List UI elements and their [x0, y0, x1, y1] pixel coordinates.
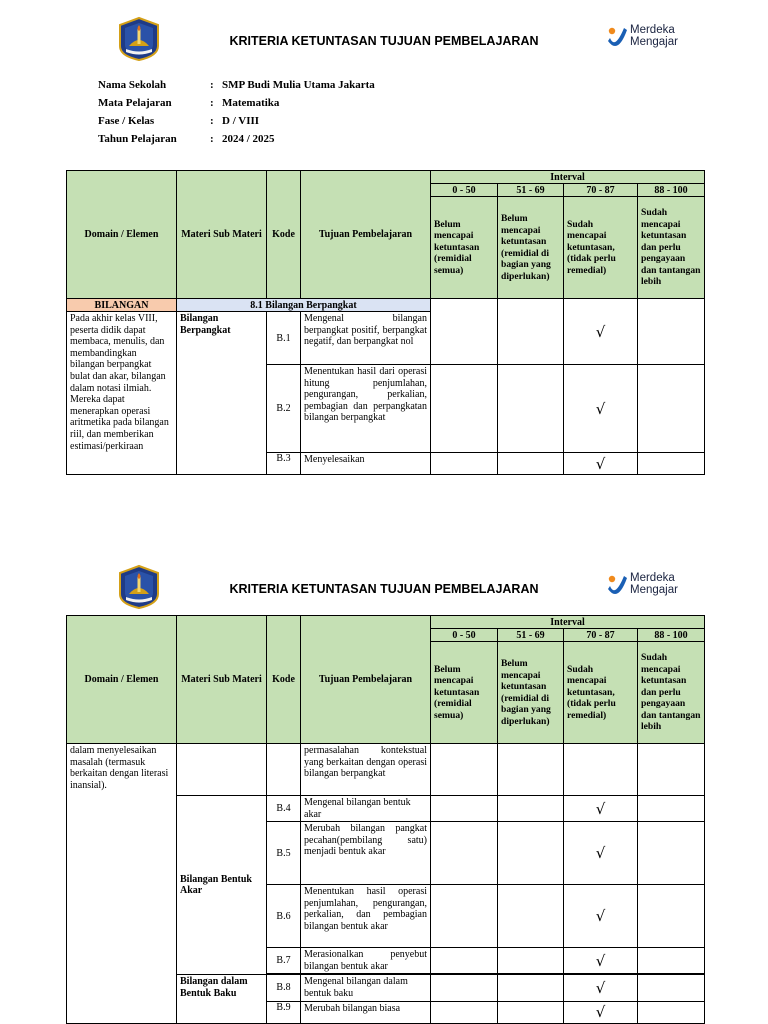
interval-cell: [638, 822, 705, 885]
identity-block: [98, 76, 375, 148]
header-description: Belum mencapai ketuntasan (remidial di bagian yang diperlukan): [498, 197, 564, 299]
interval-cell: [498, 822, 564, 885]
merdeka-mengajar-logo-icon: [606, 24, 628, 54]
page-2: [0, 548, 768, 1024]
identity-colon: :: [210, 97, 214, 109]
check-mark: √: [564, 453, 638, 475]
tujuan-cell: Merasionalkan penyebut bilangan bentuk akar: [301, 948, 431, 974]
kode-cell: B.2: [267, 365, 301, 453]
identity-label: Fase / Kelas: [98, 115, 155, 127]
materi-cell: [177, 744, 267, 796]
interval-cell: [431, 744, 498, 796]
header-tujuan: Tujuan Pembelajaran: [301, 171, 431, 299]
tujuan-cell: permasalahan kontekstual yang berkaitan dengan operasi bilangan berpangkat: [301, 744, 431, 796]
interval-cell: [431, 975, 498, 1001]
identity-value: Matematika: [222, 97, 280, 109]
domain-description: Pada akhir kelas VIII, peserta didik dapat membaca, menulis, dan membandingkan bilangan berpangkat bulat dan akar, bilangan dalam notasi ilmiah. Mereka dapat menerapkan operasi aritmetika pada bilangan riil, dan memberikan estimasi/perkiraan: [67, 312, 177, 475]
materi-cell: Bilangan dalam Bentuk Baku: [177, 975, 267, 1023]
materi-cell: Bilangan Berpangkat: [177, 312, 267, 475]
interval-cell: [498, 948, 564, 974]
tujuan-cell: Merubah bilangan pangkat pecahan(pembilang satu) menjadi bentuk akar: [301, 822, 431, 885]
kode-cell: B.6: [267, 885, 301, 948]
identity-value: D / VIII: [222, 115, 260, 127]
interval-cell: [498, 1001, 564, 1023]
interval-cell: [498, 299, 564, 365]
interval-cell: [638, 365, 705, 453]
header-range: 51 - 69: [498, 184, 564, 197]
interval-cell: [431, 885, 498, 948]
kode-cell: B.4: [267, 796, 301, 822]
interval-cell: [638, 1001, 705, 1023]
criteria-table-page-1: [66, 170, 705, 475]
interval-cell: [638, 948, 705, 974]
logo-text-line1: Merdeka: [630, 24, 675, 36]
logo-text-line2: Mengajar: [630, 36, 678, 48]
identity-colon: :: [210, 115, 214, 127]
kode-cell: B.1: [267, 312, 301, 365]
check-mark: √: [564, 948, 638, 974]
interval-cell: [498, 453, 564, 475]
interval-cell: [638, 796, 705, 822]
identity-row: [98, 130, 375, 148]
header-range: 0 - 50: [431, 184, 498, 197]
header-interval: Interval: [431, 171, 705, 184]
interval-cell: [431, 948, 498, 974]
logo-text: [630, 572, 678, 596]
header-domain: Domain / Elemen: [67, 171, 177, 299]
interval-cell: [431, 1001, 498, 1023]
header-description: Sudah mencapai ketuntasan, (tidak perlu remedial): [564, 642, 638, 744]
kode-cell: B.5: [267, 822, 301, 885]
interval-cell: [638, 744, 705, 796]
tujuan-cell: Menentukan hasil dari operasi hitung penjumlahan, pengurangan, perkalian, pembagian dan perpangkatan bilangan berpangkat: [301, 365, 431, 453]
interval-cell: [638, 975, 705, 1001]
logo-text-line2: Mengajar: [630, 584, 678, 596]
header-range: 70 - 87: [564, 629, 638, 642]
merdeka-mengajar-logo: [606, 24, 696, 56]
header-materi: Materi Sub Materi: [177, 171, 267, 299]
identity-row: [98, 94, 375, 112]
check-mark: √: [564, 796, 638, 822]
page-header: [0, 548, 768, 608]
check-mark: √: [564, 885, 638, 948]
interval-cell: [431, 796, 498, 822]
header-description: Sudah mencapai ketuntasan dan perlu pengayaan dan tantangan lebih: [638, 642, 705, 744]
interval-cell: [431, 299, 498, 365]
kode-cell: [267, 744, 301, 796]
header-tujuan: Tujuan Pembelajaran: [301, 616, 431, 744]
interval-cell: [431, 453, 498, 475]
document-title: KRITERIA KETUNTASAN TUJUAN PEMBELAJARAN: [229, 34, 539, 48]
header-range: 88 - 100: [638, 184, 705, 197]
domain-label: BILANGAN: [67, 299, 177, 312]
interval-cell: [564, 744, 638, 796]
merdeka-mengajar-logo: [606, 572, 696, 604]
identity-colon: :: [210, 79, 214, 91]
identity-label: Tahun Pelajaran: [98, 133, 177, 145]
identity-colon: :: [210, 133, 214, 145]
header-range: 88 - 100: [638, 629, 705, 642]
logo-text-line1: Merdeka: [630, 572, 675, 584]
kode-cell: B.7: [267, 948, 301, 974]
interval-cell: [431, 822, 498, 885]
check-mark: √: [564, 365, 638, 453]
header-description: Belum mencapai ketuntasan (remidial semua): [431, 197, 498, 299]
header-description: Sudah mencapai ketuntasan dan perlu pengayaan dan tantangan lebih: [638, 197, 705, 299]
section-label: 8.1 Bilangan Berpangkat: [177, 299, 431, 312]
tujuan-cell: Mengenal bilangan dalam bentuk baku: [301, 975, 431, 1001]
domain-description: dalam menyelesaikan masalah (termasuk berkaitan dengan literasi inansial).: [67, 744, 177, 1024]
interval-cell: [638, 453, 705, 475]
interval-cell: [638, 299, 705, 365]
identity-label: Mata Pelajaran: [98, 97, 172, 109]
check-mark: √: [564, 299, 638, 365]
tujuan-cell: Menyelesaikan: [301, 453, 431, 475]
tujuan-cell: Mengenal bilangan bentuk akar: [301, 796, 431, 822]
merdeka-mengajar-logo-icon: [606, 572, 628, 602]
header-domain: Domain / Elemen: [67, 616, 177, 744]
interval-cell: [498, 365, 564, 453]
header-description: Belum mencapai ketuntasan (remidial di bagian yang diperlukan): [498, 642, 564, 744]
interval-cell: [498, 796, 564, 822]
kode-cell: B.9: [267, 1001, 301, 1023]
header-kode: Kode: [267, 171, 301, 299]
tujuan-cell: Merubah bilangan biasa: [301, 1001, 431, 1023]
header-description: Belum mencapai ketuntasan (remidial semua): [431, 642, 498, 744]
tujuan-cell: Menentukan hasil operasi penjumlahan, pengurangan, perkalian, dan pembagian bilangan bentuk akar: [301, 885, 431, 948]
interval-cell: [498, 885, 564, 948]
materi-cell: Bilangan Bentuk Akar: [177, 796, 267, 975]
interval-cell: [498, 744, 564, 796]
interval-cell: [431, 365, 498, 453]
header-range: 70 - 87: [564, 184, 638, 197]
check-mark: √: [564, 1001, 638, 1023]
header-interval: Interval: [431, 616, 705, 629]
header-description: Sudah mencapai ketuntasan, (tidak perlu remedial): [564, 197, 638, 299]
kode-cell: B.8: [267, 975, 301, 1001]
interval-cell: [638, 885, 705, 948]
identity-row: [98, 112, 375, 130]
header-range: 51 - 69: [498, 629, 564, 642]
document-title: KRITERIA KETUNTASAN TUJUAN PEMBELAJARAN: [229, 582, 539, 596]
kode-cell: B.3: [267, 453, 301, 475]
criteria-table-page-2: [66, 615, 705, 1024]
header-materi: Materi Sub Materi: [177, 616, 267, 744]
identity-row: [98, 76, 375, 94]
page-header: [0, 0, 768, 60]
tujuan-cell: Mengenal bilangan berpangkat positif, berpangkat negatif, dan berpangkat nol: [301, 312, 431, 365]
identity-label: Nama Sekolah: [98, 79, 167, 91]
header-range: 0 - 50: [431, 629, 498, 642]
interval-cell: [498, 975, 564, 1001]
check-mark: √: [564, 975, 638, 1001]
header-kode: Kode: [267, 616, 301, 744]
identity-value: 2024 / 2025: [222, 133, 275, 145]
check-mark: √: [564, 822, 638, 885]
identity-value: SMP Budi Mulia Utama Jakarta: [222, 79, 375, 91]
logo-text: [630, 24, 678, 48]
